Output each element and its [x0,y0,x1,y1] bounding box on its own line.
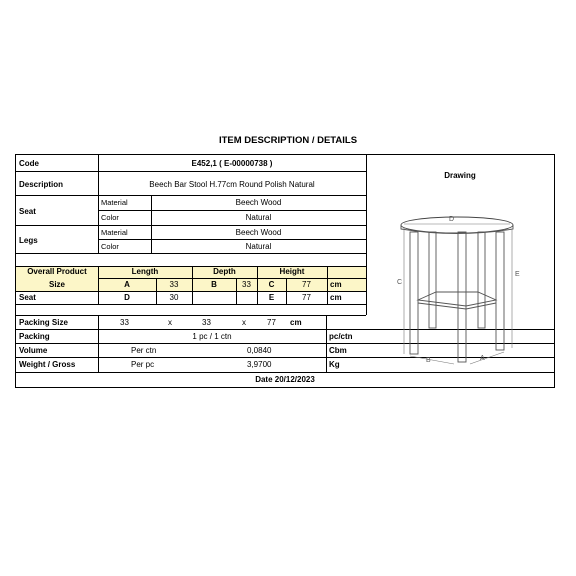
packing-value: 1 pc / 1 ctn [192,332,232,341]
length-header: Length [131,267,159,276]
back-right-leg [478,232,485,328]
seat-material-value: Beech Wood [235,198,282,207]
stool-drawing [382,190,532,370]
packing-size-length: 33 [120,318,129,327]
seat-d-label: D [124,293,130,302]
seat-size-label: Seat [19,293,36,302]
back-left-leg [429,232,436,328]
page-title: ITEM DESCRIPTION / DETAILS [218,135,358,146]
weight-label: Weight / Gross [19,360,76,369]
seat-e-label: E [268,293,275,302]
seat-top [401,217,513,233]
seat-color-label: Color [101,213,119,222]
legs-label: Legs [19,236,38,245]
code-value: E452,1 ( E-00000738 ) [191,159,273,168]
seat-e-value: 77 [302,293,311,302]
packing-label: Packing [19,332,50,341]
packing-size-height: 77 [267,318,276,327]
seat-size-unit: cm [330,293,342,302]
size-label: Size [48,280,65,289]
weight-unit: Kg [329,360,340,369]
overall-b-value: 33 [242,280,251,289]
overall-unit: cm [330,280,342,289]
volume-per: Per ctn [131,346,157,355]
weight-value: 3,9700 [247,360,272,369]
packing-unit: pc/ctn [329,332,353,341]
legs-color-label: Color [101,242,119,251]
packing-size-x1: x [168,318,172,327]
overall-a-value: 33 [169,280,179,289]
overall-c-value: 77 [302,280,311,289]
packing-size-unit: cm [290,318,302,327]
overall-c-label: C [268,280,275,289]
drawing-label: Drawing [444,171,476,180]
date-label: Date 20/12/2023 [255,375,315,384]
dim-e-label: E [515,271,520,278]
front-center-leg [458,232,466,362]
dim-d-label: D [449,216,455,223]
height-header: Height [279,267,305,276]
volume-value: 0,0840 [247,346,272,355]
legs-color-value: Natural [245,242,272,251]
description-label: Description [19,180,64,189]
overall-b-label: B [211,280,217,289]
volume-unit: Cbm [329,346,347,355]
volume-label: Volume [19,346,48,355]
depth-header: Depth [213,267,236,276]
packing-size-label: Packing Size [19,318,68,327]
dim-a-label: A [480,355,485,362]
description-value: Beech Bar Stool H.77cm Round Polish Natural [149,180,315,189]
packing-size-width: 33 [202,318,211,327]
legs-material-value: Beech Wood [235,228,282,237]
code-label: Code [19,159,39,168]
overall-product-label: Overall Product [27,267,87,276]
footrest [418,292,496,306]
legs-material-label: Material [101,228,128,237]
dim-b-label: B [426,357,431,364]
front-right-leg [496,232,504,350]
seat-d-value: 30 [169,293,179,302]
front-left-leg [410,232,418,354]
overall-a-label: A [124,280,130,289]
seat-material-label: Material [101,198,128,207]
seat-color-value: Natural [245,213,272,222]
packing-size-x2: x [242,318,246,327]
seat-label: Seat [19,207,36,216]
dim-c-label: C [397,279,403,286]
weight-per: Per pc [131,360,155,369]
